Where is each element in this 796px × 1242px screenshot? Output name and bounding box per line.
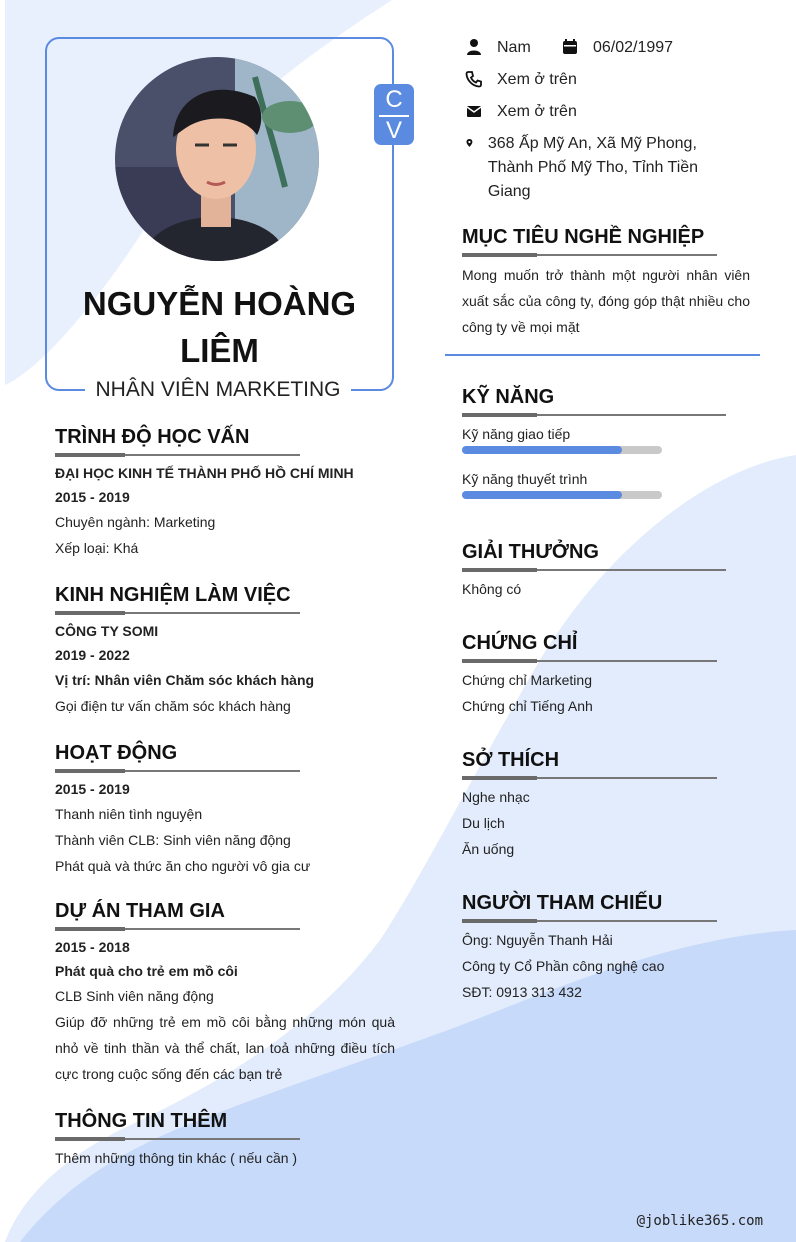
references-heading: NGƯỜI THAM CHIẾU — [462, 892, 663, 914]
projects-period: 2015 - 2018 — [55, 939, 130, 955]
projects-section — [55, 898, 395, 1087]
hobbies-heading-rule — [462, 776, 559, 779]
certificates-heading: CHỨNG CHỈ — [462, 632, 578, 654]
activity-item: Phát quà và thức ăn cho người vô gia cư — [55, 858, 311, 874]
extra-text: Thêm những thông tin khác ( nếu cần ) — [55, 1150, 298, 1166]
calendar-icon — [561, 38, 579, 56]
skills-heading-rule — [462, 413, 662, 416]
experience-position: Vị trí: Nhân viên Chăm sóc khách hàng — [55, 672, 315, 688]
profile-photo-illustration — [115, 57, 319, 261]
skill-bar-fill — [462, 446, 622, 454]
profile-photo — [115, 57, 319, 261]
experience-section — [55, 582, 314, 719]
extra-heading-rule — [55, 1137, 297, 1140]
experience-description: Gọi điện tư vấn chăm sóc khách hàng — [55, 698, 291, 714]
candidate-name: NGUYỄN HOÀNG LIÊM — [82, 285, 357, 369]
activities-section — [55, 740, 310, 879]
project-description: Giúp đỡ những trẻ em mồ côi bằng những món quà nhỏ về tinh thần và thể chất, lan toả những điều tích cực trong cuộc sống đến các bạn trẻ — [55, 1014, 395, 1082]
contact-address — [465, 132, 720, 204]
awards-text: Không có — [462, 581, 522, 597]
contact-email — [465, 100, 577, 124]
references-heading-rule — [462, 919, 664, 922]
activities-heading: HOẠT ĐỘNG — [55, 742, 178, 764]
skill-bar-fill — [462, 491, 622, 499]
skill-bar — [462, 491, 662, 499]
hobbies-heading: SỞ THÍCH — [462, 749, 560, 771]
location-pin-icon — [465, 134, 474, 152]
skills-section — [462, 384, 662, 499]
activity-item: Thành viên CLB: Sinh viên năng động — [55, 832, 291, 848]
skill-label: Kỹ năng thuyết trình — [462, 471, 588, 487]
hobby-item: Nghe nhạc — [462, 789, 530, 805]
skill-bar — [462, 446, 662, 454]
activity-item: Thanh niên tình nguyện — [55, 806, 203, 822]
experience-heading-rule — [55, 611, 314, 614]
hobby-item: Du lịch — [462, 815, 505, 831]
envelope-icon — [465, 102, 483, 120]
activities-heading-rule — [55, 769, 310, 772]
objective-section — [462, 224, 704, 256]
education-grade: Xếp loại: Khá — [55, 540, 139, 556]
projects-heading: DỰ ÁN THAM GIA — [55, 900, 225, 922]
education-period: 2015 - 2019 — [55, 489, 130, 505]
certificates-section — [462, 630, 593, 719]
gender-value: Nam — [497, 39, 531, 56]
education-section — [55, 424, 354, 561]
footer-handle: @joblike365.com — [636, 1213, 763, 1229]
skill-label: Kỹ năng giao tiếp — [462, 426, 571, 442]
contact-birthday — [561, 36, 673, 60]
education-heading-rule — [55, 453, 354, 456]
contact-phone — [465, 68, 577, 92]
objective-text: Mong muốn trở thành một người nhân viên xuất sắc của công ty, đóng góp thật nhiều cho công ty về mọi mặt — [462, 267, 750, 335]
email-value: Xem ở trên — [497, 103, 577, 120]
person-icon — [465, 38, 483, 56]
education-heading: TRÌNH ĐỘ HỌC VẤN — [55, 426, 250, 448]
hobby-item: Ăn uống — [462, 841, 515, 857]
reference-name: Ông: Nguyễn Thanh Hải — [462, 932, 613, 948]
extra-section — [55, 1108, 297, 1171]
project-organization: CLB Sinh viên năng động — [55, 988, 214, 1004]
candidate-title: NHÂN VIÊN MARKETING — [85, 376, 351, 404]
certificates-heading-rule — [462, 659, 593, 662]
projects-heading-rule — [55, 927, 395, 930]
objective-divider — [445, 354, 760, 356]
phone-value: Xem ở trên — [497, 71, 577, 88]
experience-heading: KINH NGHIỆM LÀM VIỆC — [55, 584, 291, 606]
experience-period: 2019 - 2022 — [55, 647, 130, 663]
project-name: Phát quà cho trẻ em mồ côi — [55, 963, 238, 979]
extra-heading: THÔNG TIN THÊM — [55, 1110, 228, 1132]
certificate-item: Chứng chỉ Marketing — [462, 672, 592, 688]
cv-badge-letter-c: C — [385, 86, 403, 113]
reference-company: Công ty Cổ Phần công nghệ cao — [462, 958, 665, 974]
address-value: 368 Ấp Mỹ An, Xã Mỹ Phong, Thành Phố Mỹ Tho, Tỉnh Tiền Giang — [487, 135, 699, 200]
certificate-item: Chứng chỉ Tiếng Anh — [462, 698, 593, 714]
skills-heading: KỸ NĂNG — [462, 386, 555, 408]
activities-period: 2015 - 2019 — [55, 781, 130, 797]
awards-heading-rule — [462, 568, 599, 571]
awards-section — [462, 539, 599, 602]
objective-heading-rule — [462, 253, 704, 256]
cv-badge — [374, 84, 414, 145]
reference-phone: SĐT: 0913 313 432 — [462, 984, 582, 1000]
cv-badge-letter-v: V — [385, 117, 402, 144]
contact-gender — [465, 36, 531, 60]
education-school: ĐẠI HỌC KINH TẾ THÀNH PHỐ HỒ CHÍ MINH — [55, 465, 354, 481]
experience-company: CÔNG TY SOMI — [55, 623, 159, 639]
phone-icon — [465, 70, 483, 88]
references-section — [462, 890, 664, 1005]
objective-heading: MỤC TIÊU NGHỀ NGHIỆP — [462, 226, 705, 248]
education-major: Chuyên ngành: Marketing — [55, 514, 216, 530]
birthday-value: 06/02/1997 — [593, 39, 674, 56]
awards-heading: GIẢI THƯỞNG — [462, 541, 599, 563]
hobbies-section — [462, 747, 559, 862]
